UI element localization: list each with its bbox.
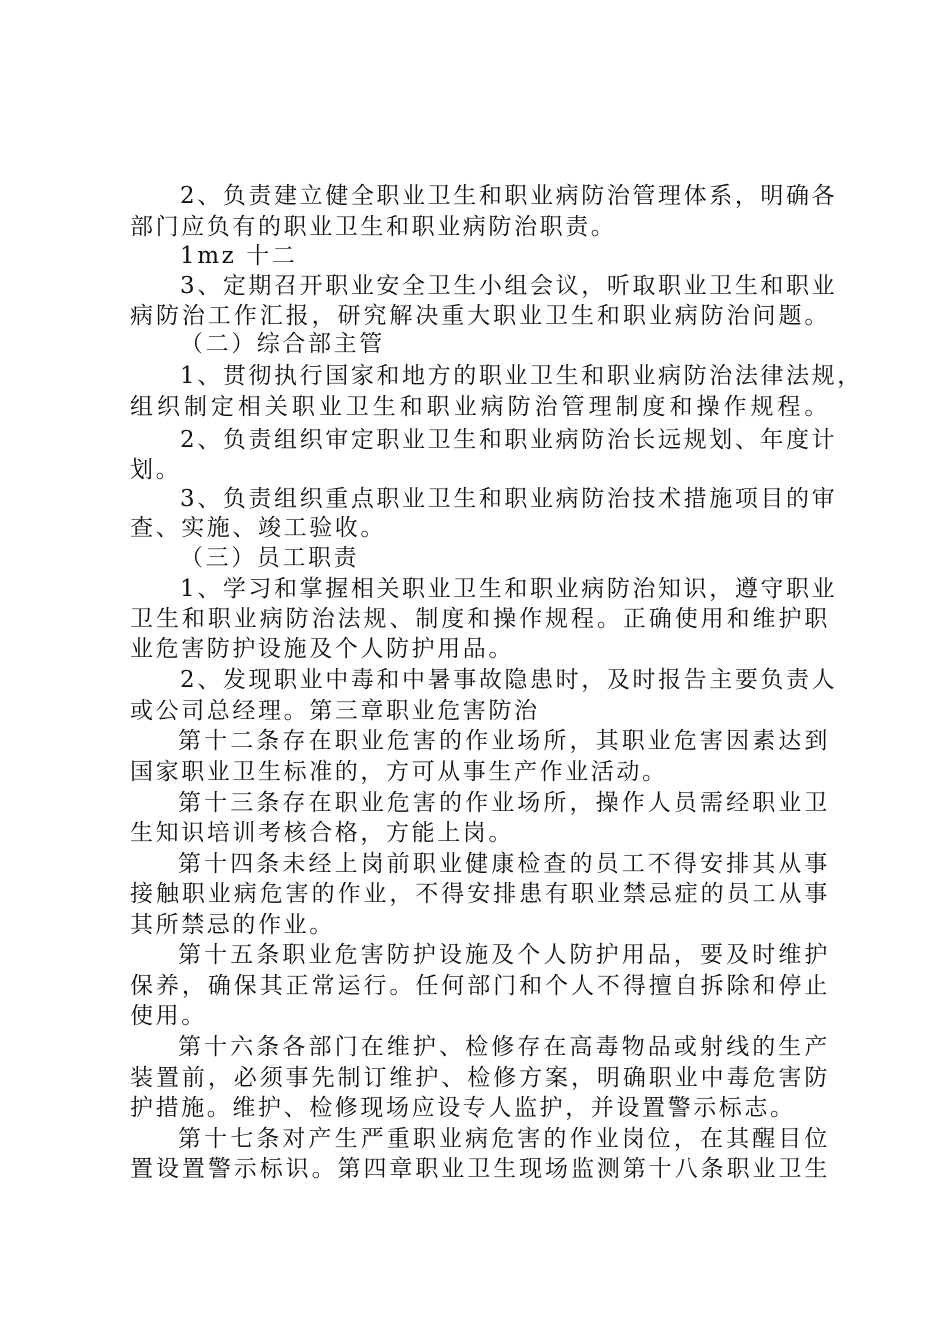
section-heading: （三）员工职责 xyxy=(180,545,360,571)
paragraph-line: 病防治工作汇报，研究解决重大职业卫生和职业病防治问题。 xyxy=(130,303,830,329)
paragraph-line: 或公司总经理。第三章职业危害防治 xyxy=(130,698,540,724)
paragraph-line: 生知识培训考核合格，方能上岗。 xyxy=(130,820,514,846)
paragraph-line: 置设置警示标识。第四章职业卫生现场监测第十八条职业卫生 xyxy=(130,1156,830,1182)
paragraph-line: 第十四条未经上岗前职业健康检查的员工不得安排其从事 xyxy=(178,851,830,877)
paragraph-line: 组织制定相关职业卫生和职业病防治管理制度和操作规程。 xyxy=(130,394,830,420)
section-heading: （二）综合部主管 xyxy=(180,331,385,357)
paragraph-line: 1、贯彻执行国家和地方的职业卫生和职业病防治法律法规， xyxy=(180,363,863,389)
paragraph-line: 部门应负有的职业卫生和职业病防治职责。 xyxy=(130,214,617,240)
paragraph-line: 第十五条职业危害防护设施及个人防护用品，要及时维护 xyxy=(178,942,830,968)
paragraph-line: 2、发现职业中毒和中暑事故隐患时，及时报告主要负责人 xyxy=(180,667,838,693)
paragraph-line: 国家职业卫生标准的，方可从事生产作业活动。 xyxy=(130,759,668,785)
paragraph-line: 使用。 xyxy=(130,1003,207,1029)
paragraph-line: 第十七条对产生严重职业病危害的作业岗位，在其醒目位 xyxy=(178,1126,830,1152)
paragraph-line: 护措施。维护、检修现场应设专人监护，并设置警示标志。 xyxy=(130,1095,796,1121)
paragraph-line: 装置前，必须事先制订维护、检修方案，明确职业中毒危害防 xyxy=(130,1065,830,1091)
paragraph-line: 划。 xyxy=(130,457,182,483)
paragraph-line: 查、实施、竣工验收。 xyxy=(130,515,386,541)
paragraph-line: 其所禁忌的作业。 xyxy=(130,912,335,938)
paragraph-line: 卫生和职业病防治法规、制度和操作规程。正确使用和维护职 xyxy=(130,606,830,632)
paragraph-line: 1mz 十二 xyxy=(180,243,298,269)
paragraph-line: 3、定期召开职业安全卫生小组会议，听取职业卫生和职业 xyxy=(180,273,838,299)
paragraph-line: 第十六条各部门在维护、检修存在高毒物品或射线的生产 xyxy=(178,1034,830,1060)
paragraph-line: 2、负责组织审定职业卫生和职业病防治长远规划、年度计 xyxy=(180,427,838,453)
paragraph-line: 保养，确保其正常运行。任何部门和个人不得擅自拆除和停止 xyxy=(130,973,830,999)
paragraph-line: 1、学习和掌握相关职业卫生和职业病防治知识，遵守职业 xyxy=(180,576,838,602)
paragraph-line: 第十三条存在职业危害的作业场所，操作人员需经职业卫 xyxy=(178,790,830,816)
paragraph-line: 3、负责组织重点职业卫生和职业病防治技术措施项目的审 xyxy=(180,486,838,512)
paragraph-line: 业危害防护设施及个人防护用品。 xyxy=(130,636,514,662)
paragraph-line: 接触职业病危害的作业，不得安排患有职业禁忌症的员工从事 xyxy=(130,881,830,907)
paragraph-line: 第十二条存在职业危害的作业场所，其职业危害因素达到 xyxy=(178,728,830,754)
paragraph-line: 2、负责建立健全职业卫生和职业病防治管理体系，明确各 xyxy=(180,183,838,209)
